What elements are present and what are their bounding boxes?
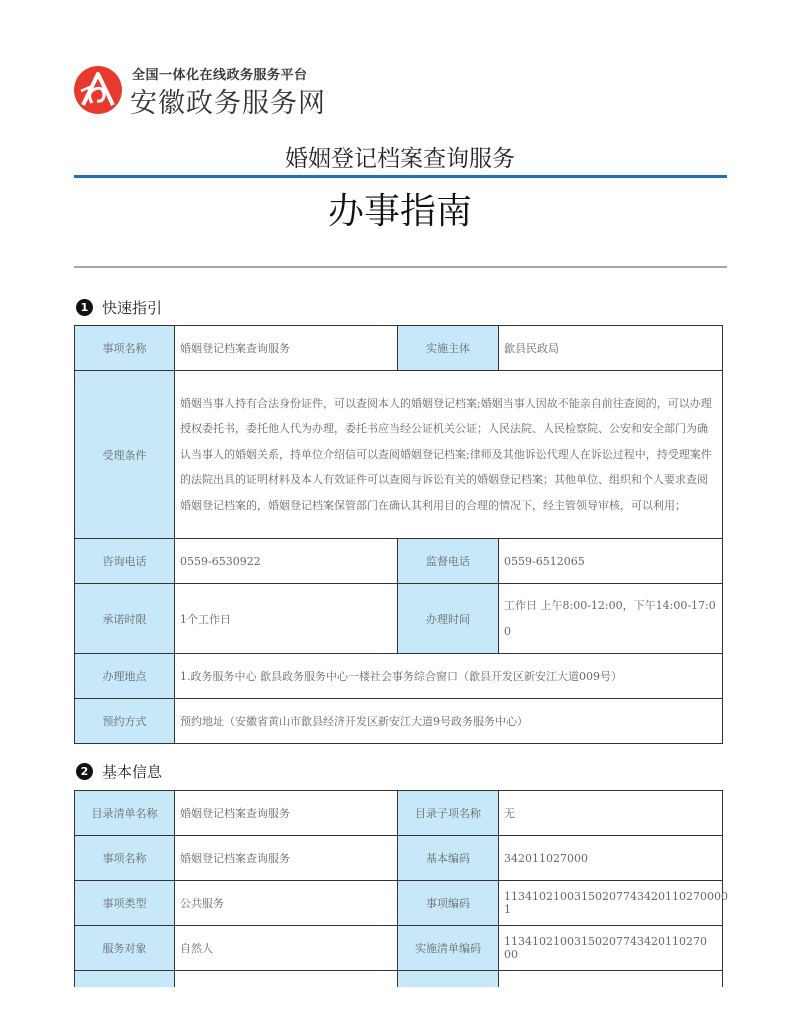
page-bottom-margin <box>0 987 800 1035</box>
table-row <box>75 584 723 654</box>
item-type-value: 公共服务 <box>175 881 398 926</box>
location-label: 办理地点 <box>75 654 175 699</box>
anhui-gov-logo-icon <box>73 65 123 115</box>
table-row <box>75 326 723 371</box>
catalog-sub-value: 无 <box>499 791 723 836</box>
site-logo[interactable] <box>73 63 453 119</box>
catalog-sub-label: 目录子项名称 <box>398 791 499 836</box>
impl-list-code-value: 11341021003150207743420110270​00 <box>499 926 723 971</box>
site-name: 安徽政务服务网 <box>130 88 326 119</box>
office-hours-value: 工作日 上午8:00-12:00，下午14:00-17:00 <box>499 584 723 654</box>
basic-info-table <box>74 790 728 1016</box>
title-divider <box>74 175 727 178</box>
conditions-value: 婚姻当事人持有合法身份证件，可以查阅本人的婚姻登记档案;婚姻当事人因故不能亲自前往查阅的，可以办理授权委托书，委托他人代为办理，委托书应当经公证机关公证；人民法院、人民检察院、公安和安全部门为确认当事人的婚姻关系，持单位介绍信可以查阅婚姻登记档案;律师及其他诉讼代理人在诉讼过程中，持受理案件的法院出具的证明材料及本人有效证件可以查阅与诉讼有关的婚姻登记档案；其他单位、组织和个人要求查阅婚姻登记档案的，婚姻登记档案保管部门在确认其利用目的合理的情况下，经主管领导审核，可以利用； <box>175 371 723 539</box>
table-row <box>75 371 723 539</box>
impl-list-code-label: 实施清单编码 <box>398 926 499 971</box>
time-limit-label: 承诺时限 <box>75 584 175 654</box>
consult-phone-value[interactable]: 0559-6530922 <box>175 539 398 584</box>
table-row <box>75 699 723 744</box>
time-limit-value: 1个工作日 <box>175 584 398 654</box>
location-value: 1.政务服务中心 歙县政务服务中心一楼社会事务综合窗口（歙县开发区新安江大道009号） <box>175 654 723 699</box>
implementer-label: 实施主体 <box>398 326 499 371</box>
appointment-value: 预约地址（安徽省黄山市歙县经济开发区新安江大道9号政务服务中心） <box>175 699 723 744</box>
section-basic-info-heading <box>76 760 162 782</box>
table-row <box>75 836 723 881</box>
guide-title: 办事指南 <box>327 191 472 232</box>
item-code-label: 事项编码 <box>398 881 499 926</box>
section-quick-guide-heading <box>76 296 162 318</box>
table-row <box>75 791 723 836</box>
supervise-phone-value[interactable]: 0559-6512065 <box>499 539 723 584</box>
section-number-badge: 2 <box>76 763 93 780</box>
service-target-value: 自然人 <box>175 926 398 971</box>
office-hours-label: 办理时间 <box>398 584 499 654</box>
consult-phone-label: 咨询电话 <box>75 539 175 584</box>
section-number-badge: 1 <box>76 299 93 316</box>
item-name-label: 事项名称 <box>75 836 175 881</box>
section-title: 基本信息 <box>102 762 163 781</box>
catalog-name-label: 目录清单名称 <box>75 791 175 836</box>
service-target-label: 服务对象 <box>75 926 175 971</box>
item-name-value: 婚姻登记档案查询服务 <box>175 326 398 371</box>
section-title: 快速指引 <box>102 298 163 317</box>
conditions-label: 受理条件 <box>75 371 175 539</box>
implementer-value: 歙县民政局 <box>499 326 723 371</box>
table-row <box>75 881 723 926</box>
table-row <box>75 926 723 971</box>
quick-guide-table <box>74 325 723 744</box>
appointment-label: 预约方式 <box>75 699 175 744</box>
table-row <box>75 539 723 584</box>
service-title: 婚姻登记档案查询服务 <box>285 146 515 172</box>
platform-tagline: 全国一体化在线政务服务平台 <box>132 68 308 83</box>
basic-code-label: 基本编码 <box>398 836 499 881</box>
supervise-phone-label: 监督电话 <box>398 539 499 584</box>
table-row <box>75 654 723 699</box>
catalog-name-value: 婚姻登记档案查询服务 <box>175 791 398 836</box>
item-code-value: 11341021003150207743420110270000​1 <box>499 881 723 926</box>
item-name-label: 事项名称 <box>75 326 175 371</box>
item-name-value: 婚姻登记档案查询服务 <box>175 836 398 881</box>
header-divider <box>74 266 727 268</box>
item-type-label: 事项类型 <box>75 881 175 926</box>
basic-code-value: 342011027000 <box>499 836 723 881</box>
